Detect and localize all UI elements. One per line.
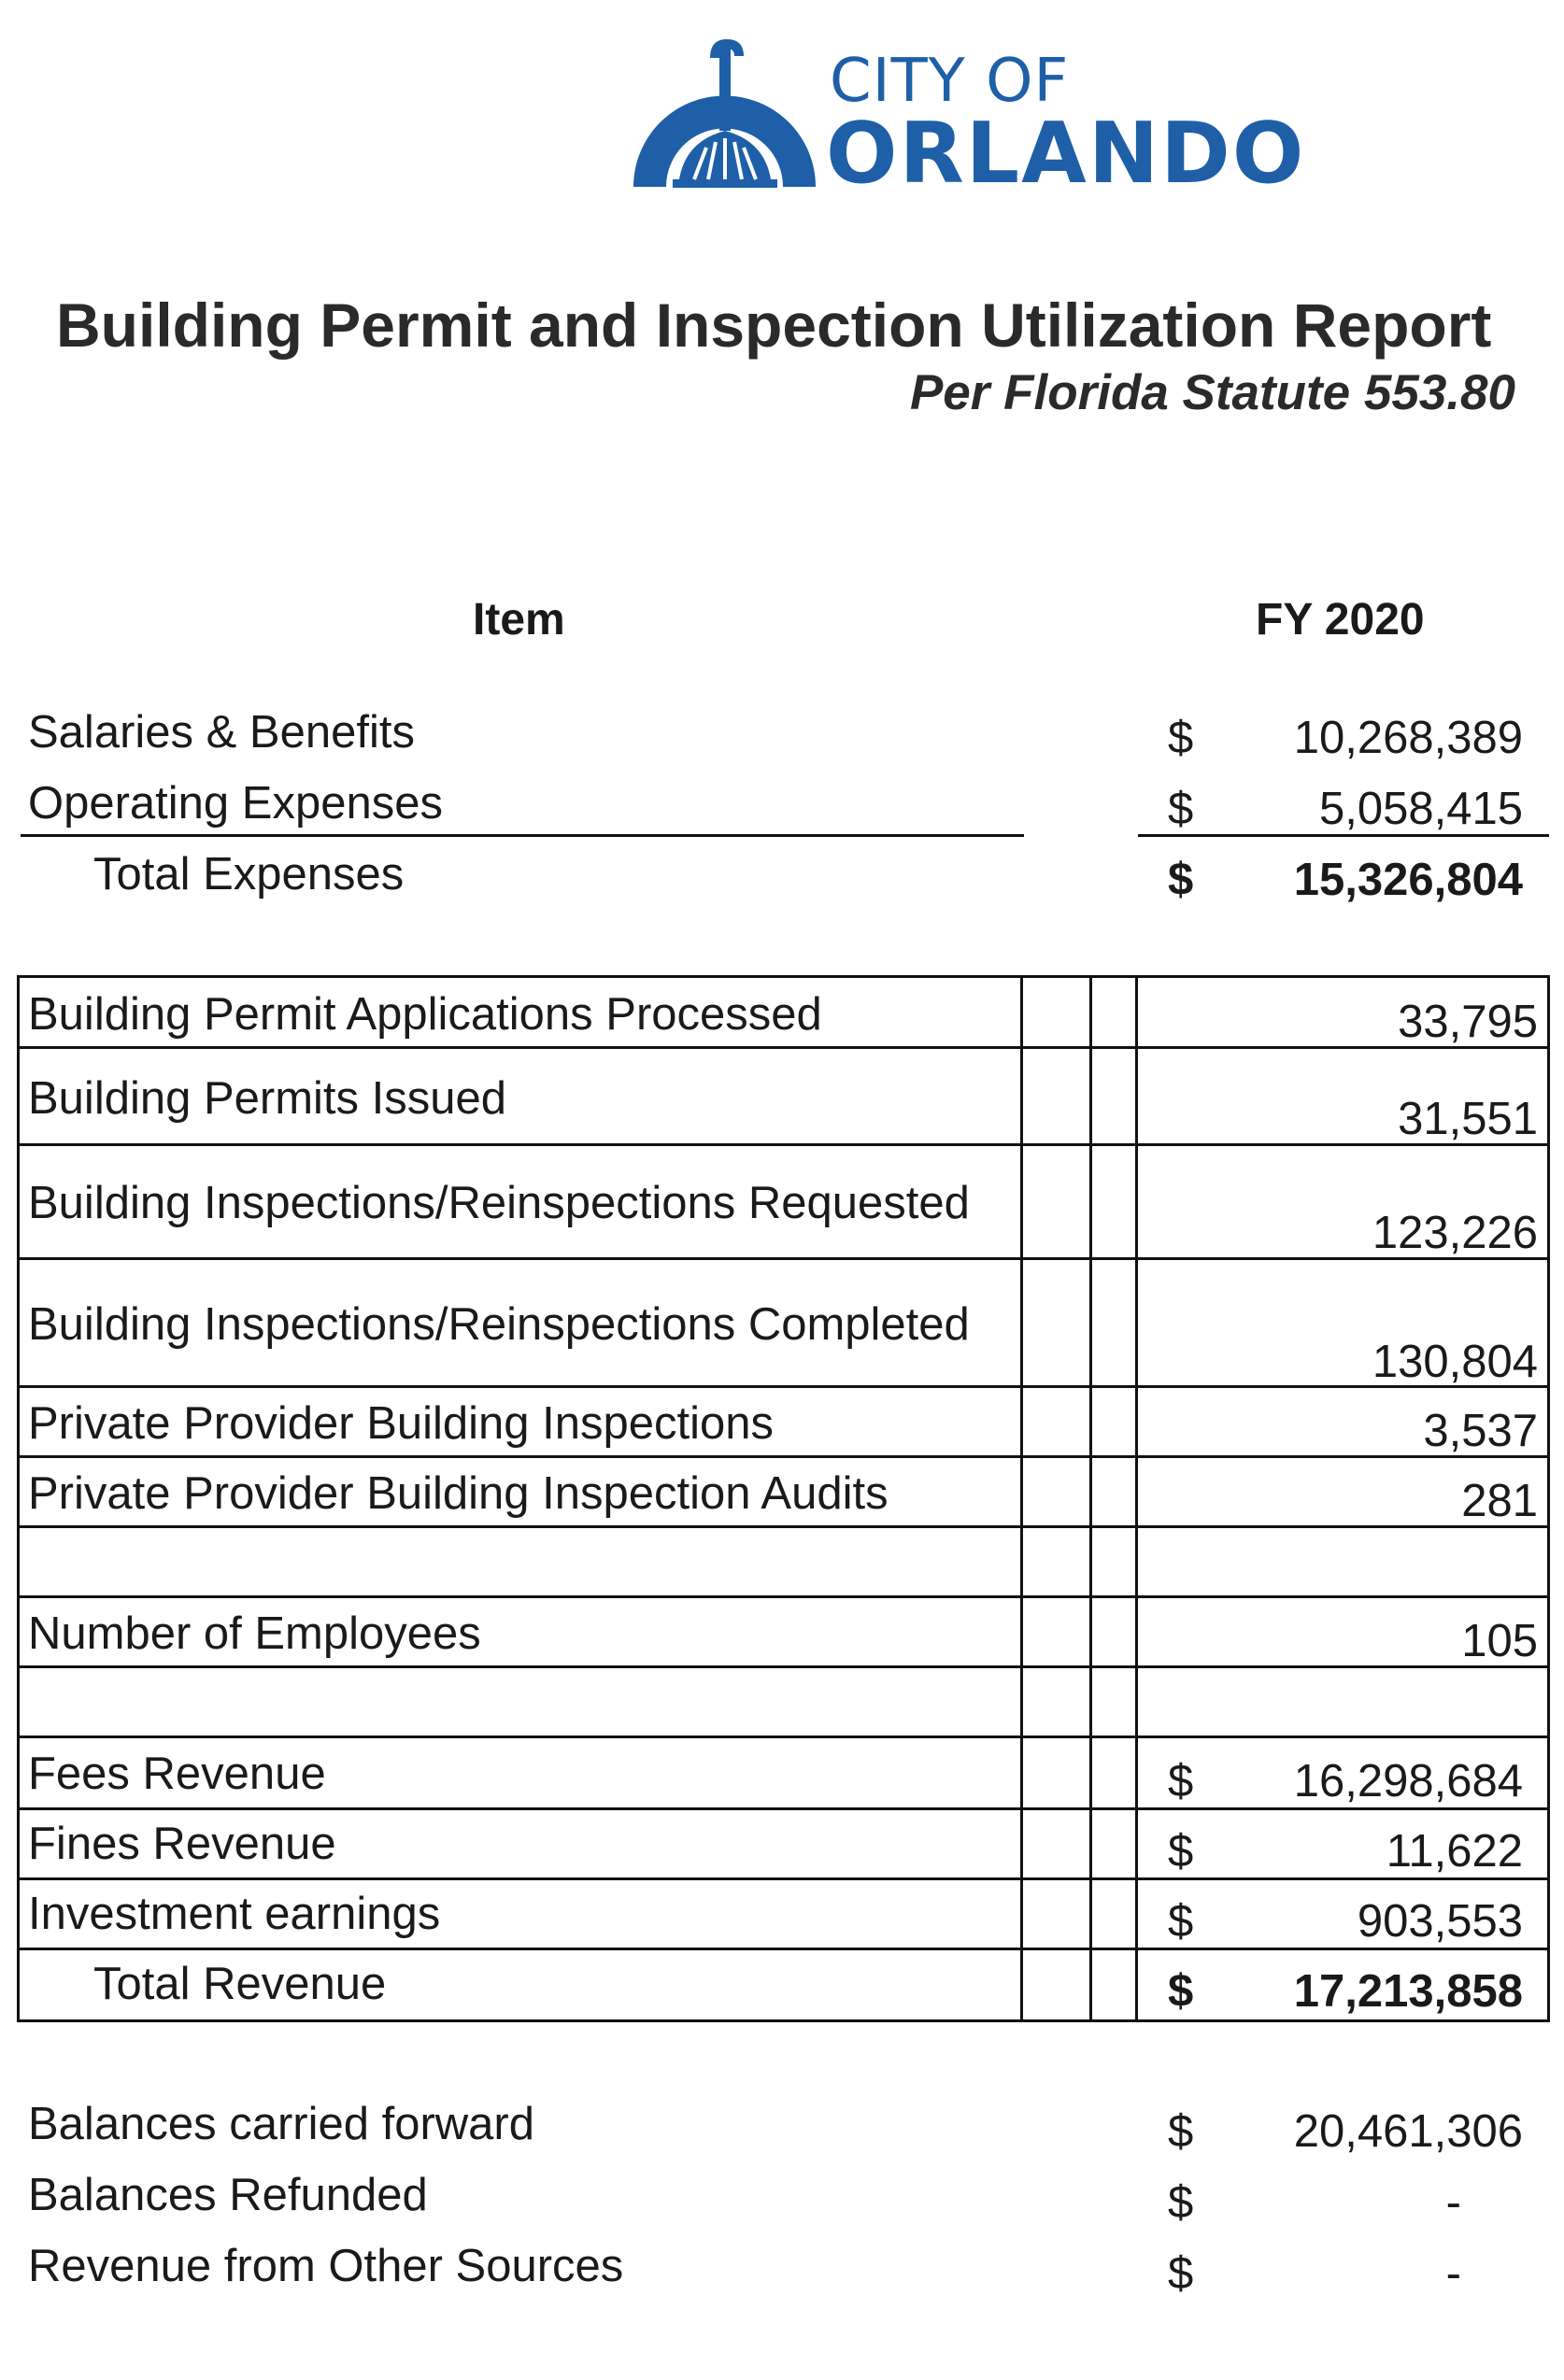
city-hall-dome-icon [633, 37, 816, 191]
table-row-value: 16,298,684 [1293, 1756, 1523, 1806]
operating-label: Operating Expenses [28, 778, 443, 829]
table-row-line [17, 1455, 1550, 1458]
table-col-line-1 [1020, 975, 1023, 2022]
table-row-dollar: $ [1168, 1756, 1194, 1806]
table-row-line [17, 1385, 1550, 1388]
page-subtitle: Per Florida Statute 553.80 [909, 365, 1515, 420]
table-row-label: Building Inspections/Reinspections Requested [28, 1178, 970, 1228]
table-row-label: Private Provider Building Inspection Audits [28, 1468, 889, 1519]
balance-dollar: $ [1168, 2177, 1194, 2228]
table-row-line [17, 1948, 1550, 1950]
header-item: Item [473, 595, 565, 645]
total-expenses-label: Total Expenses [93, 849, 405, 900]
total-expenses-value: 15,326,804 [1293, 855, 1523, 905]
salaries-label: Salaries & Benefits [28, 707, 415, 758]
table-row-line [17, 1877, 1550, 1880]
table-row-line [17, 1257, 1550, 1260]
balance-value: - [1445, 2177, 1461, 2228]
table-row-label: Fees Revenue [28, 1749, 326, 1799]
expenses-underline-left [21, 834, 1024, 837]
table-border-right [1547, 975, 1550, 2022]
expenses-underline-right [1138, 834, 1549, 837]
table-row-value: 123,226 [1372, 1208, 1538, 1258]
table-row-line [17, 1525, 1550, 1528]
table-border-left [17, 975, 20, 2022]
header-fy: FY 2020 [1256, 595, 1425, 645]
table-row-label: Private Provider Building Inspections [28, 1398, 775, 1449]
table-row-label: Investment earnings [28, 1889, 441, 1939]
balance-dollar: $ [1168, 2106, 1194, 2157]
operating-dollar: $ [1168, 784, 1194, 834]
table-row-value: 903,553 [1357, 1896, 1523, 1947]
logo-orlando: ORLANDO [826, 105, 1306, 203]
total-revenue-value: 17,213,858 [1293, 1966, 1523, 2017]
balance-dollar: $ [1168, 2248, 1194, 2299]
balance-label: Revenue from Other Sources [28, 2241, 624, 2291]
balance-label: Balances carried forward [28, 2099, 534, 2149]
table-border-bottom [17, 2019, 1550, 2022]
salaries-dollar: $ [1168, 713, 1194, 763]
total-revenue-dollar: $ [1168, 1966, 1194, 2017]
table-row-value: 33,795 [1398, 997, 1538, 1047]
salaries-value: 10,268,389 [1293, 713, 1523, 763]
table-col-line-2 [1089, 975, 1092, 2022]
table-row-dollar: $ [1168, 1826, 1194, 1877]
table-row-line [17, 1665, 1550, 1668]
table-row-label: Number of Employees [28, 1608, 481, 1659]
table-row-value: 130,804 [1372, 1337, 1538, 1387]
table-row-line [17, 1046, 1550, 1049]
table-row-dollar: $ [1168, 1896, 1194, 1947]
table-row-value: 105 [1461, 1616, 1538, 1666]
table-row-label: Building Permit Applications Processed [28, 989, 822, 1040]
table-row-value: 31,551 [1398, 1094, 1538, 1144]
table-row-line [17, 1143, 1550, 1146]
table-row-label: Building Permits Issued [28, 1073, 507, 1124]
table-row-line [17, 1807, 1550, 1810]
table-row-value: 11,622 [1386, 1826, 1523, 1877]
balance-value: - [1445, 2248, 1461, 2299]
table-col-line-3 [1135, 975, 1138, 2022]
table-row-line [17, 1735, 1550, 1738]
table-row-label: Building Inspections/Reinspections Completed [28, 1299, 970, 1350]
table-row-label: Fines Revenue [28, 1819, 336, 1869]
table-row-value: 281 [1461, 1476, 1538, 1526]
total-revenue-label: Total Revenue [93, 1959, 387, 2009]
balance-value: 20,461,306 [1293, 2106, 1523, 2157]
table-border-top [17, 975, 1550, 978]
balance-label: Balances Refunded [28, 2170, 428, 2220]
total-expenses-dollar: $ [1168, 855, 1194, 905]
table-row-line [17, 1595, 1550, 1598]
operating-value: 5,058,415 [1319, 784, 1523, 834]
logo-city-of: CITY OF [830, 47, 1070, 116]
page-title: Building Permit and Inspection Utilization Report [56, 290, 1492, 360]
table-row-value: 3,537 [1423, 1406, 1538, 1456]
